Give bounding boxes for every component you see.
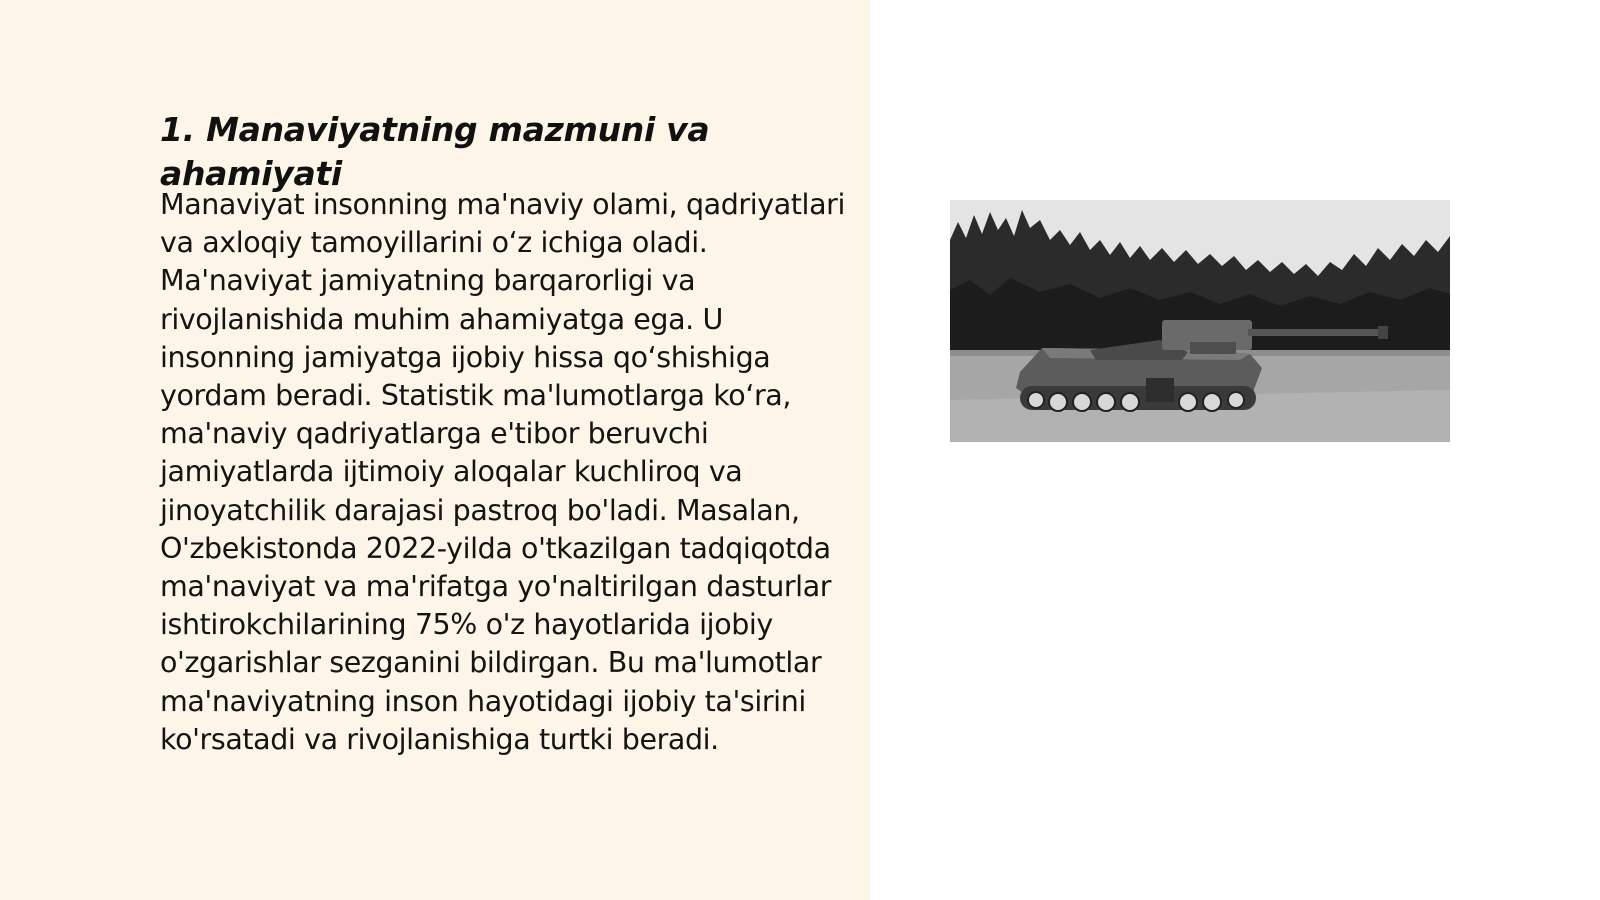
tank-photo [950, 200, 1450, 442]
slide-body-text: Manaviyat insonning ma'naviy olami, qadriyatlari va axloqiy tamoyillarini o‘z ichiga oladi. Ma'naviyat jamiyatning barqarorligi va rivojlanishida muhim ahamiyatga ega. U insonning jamiyatga ijobiy hissa qo‘shishiga yordam beradi. Statistik ma'lumotlarga ko‘ra, ma'naviy qadriyatlarga e'tibor beruvchi jamiyatlarda ijtimoiy aloqalar kuchliroq va jinoyatchilik darajasi pastroq bo'ladi. Masalan, O'zbekistonda 2022-yilda o'tkazilgan tadqiqotda ma'naviyat va ma'rifatga yo'naltirilgan dasturlar ishtirokchilarining 75% o'z hayotlarida ijobiy o'zgarishlar sezganini bildirgan. Bu ma'lumotlar ma'naviyatning inson hayotidagi ijobiy ta'sirini ko'rsatadi va rivojlanishiga turtki beradi. [160, 188, 845, 756]
slide-heading: 1. Manaviyatning mazmuni va ahamiyati [160, 110, 710, 193]
